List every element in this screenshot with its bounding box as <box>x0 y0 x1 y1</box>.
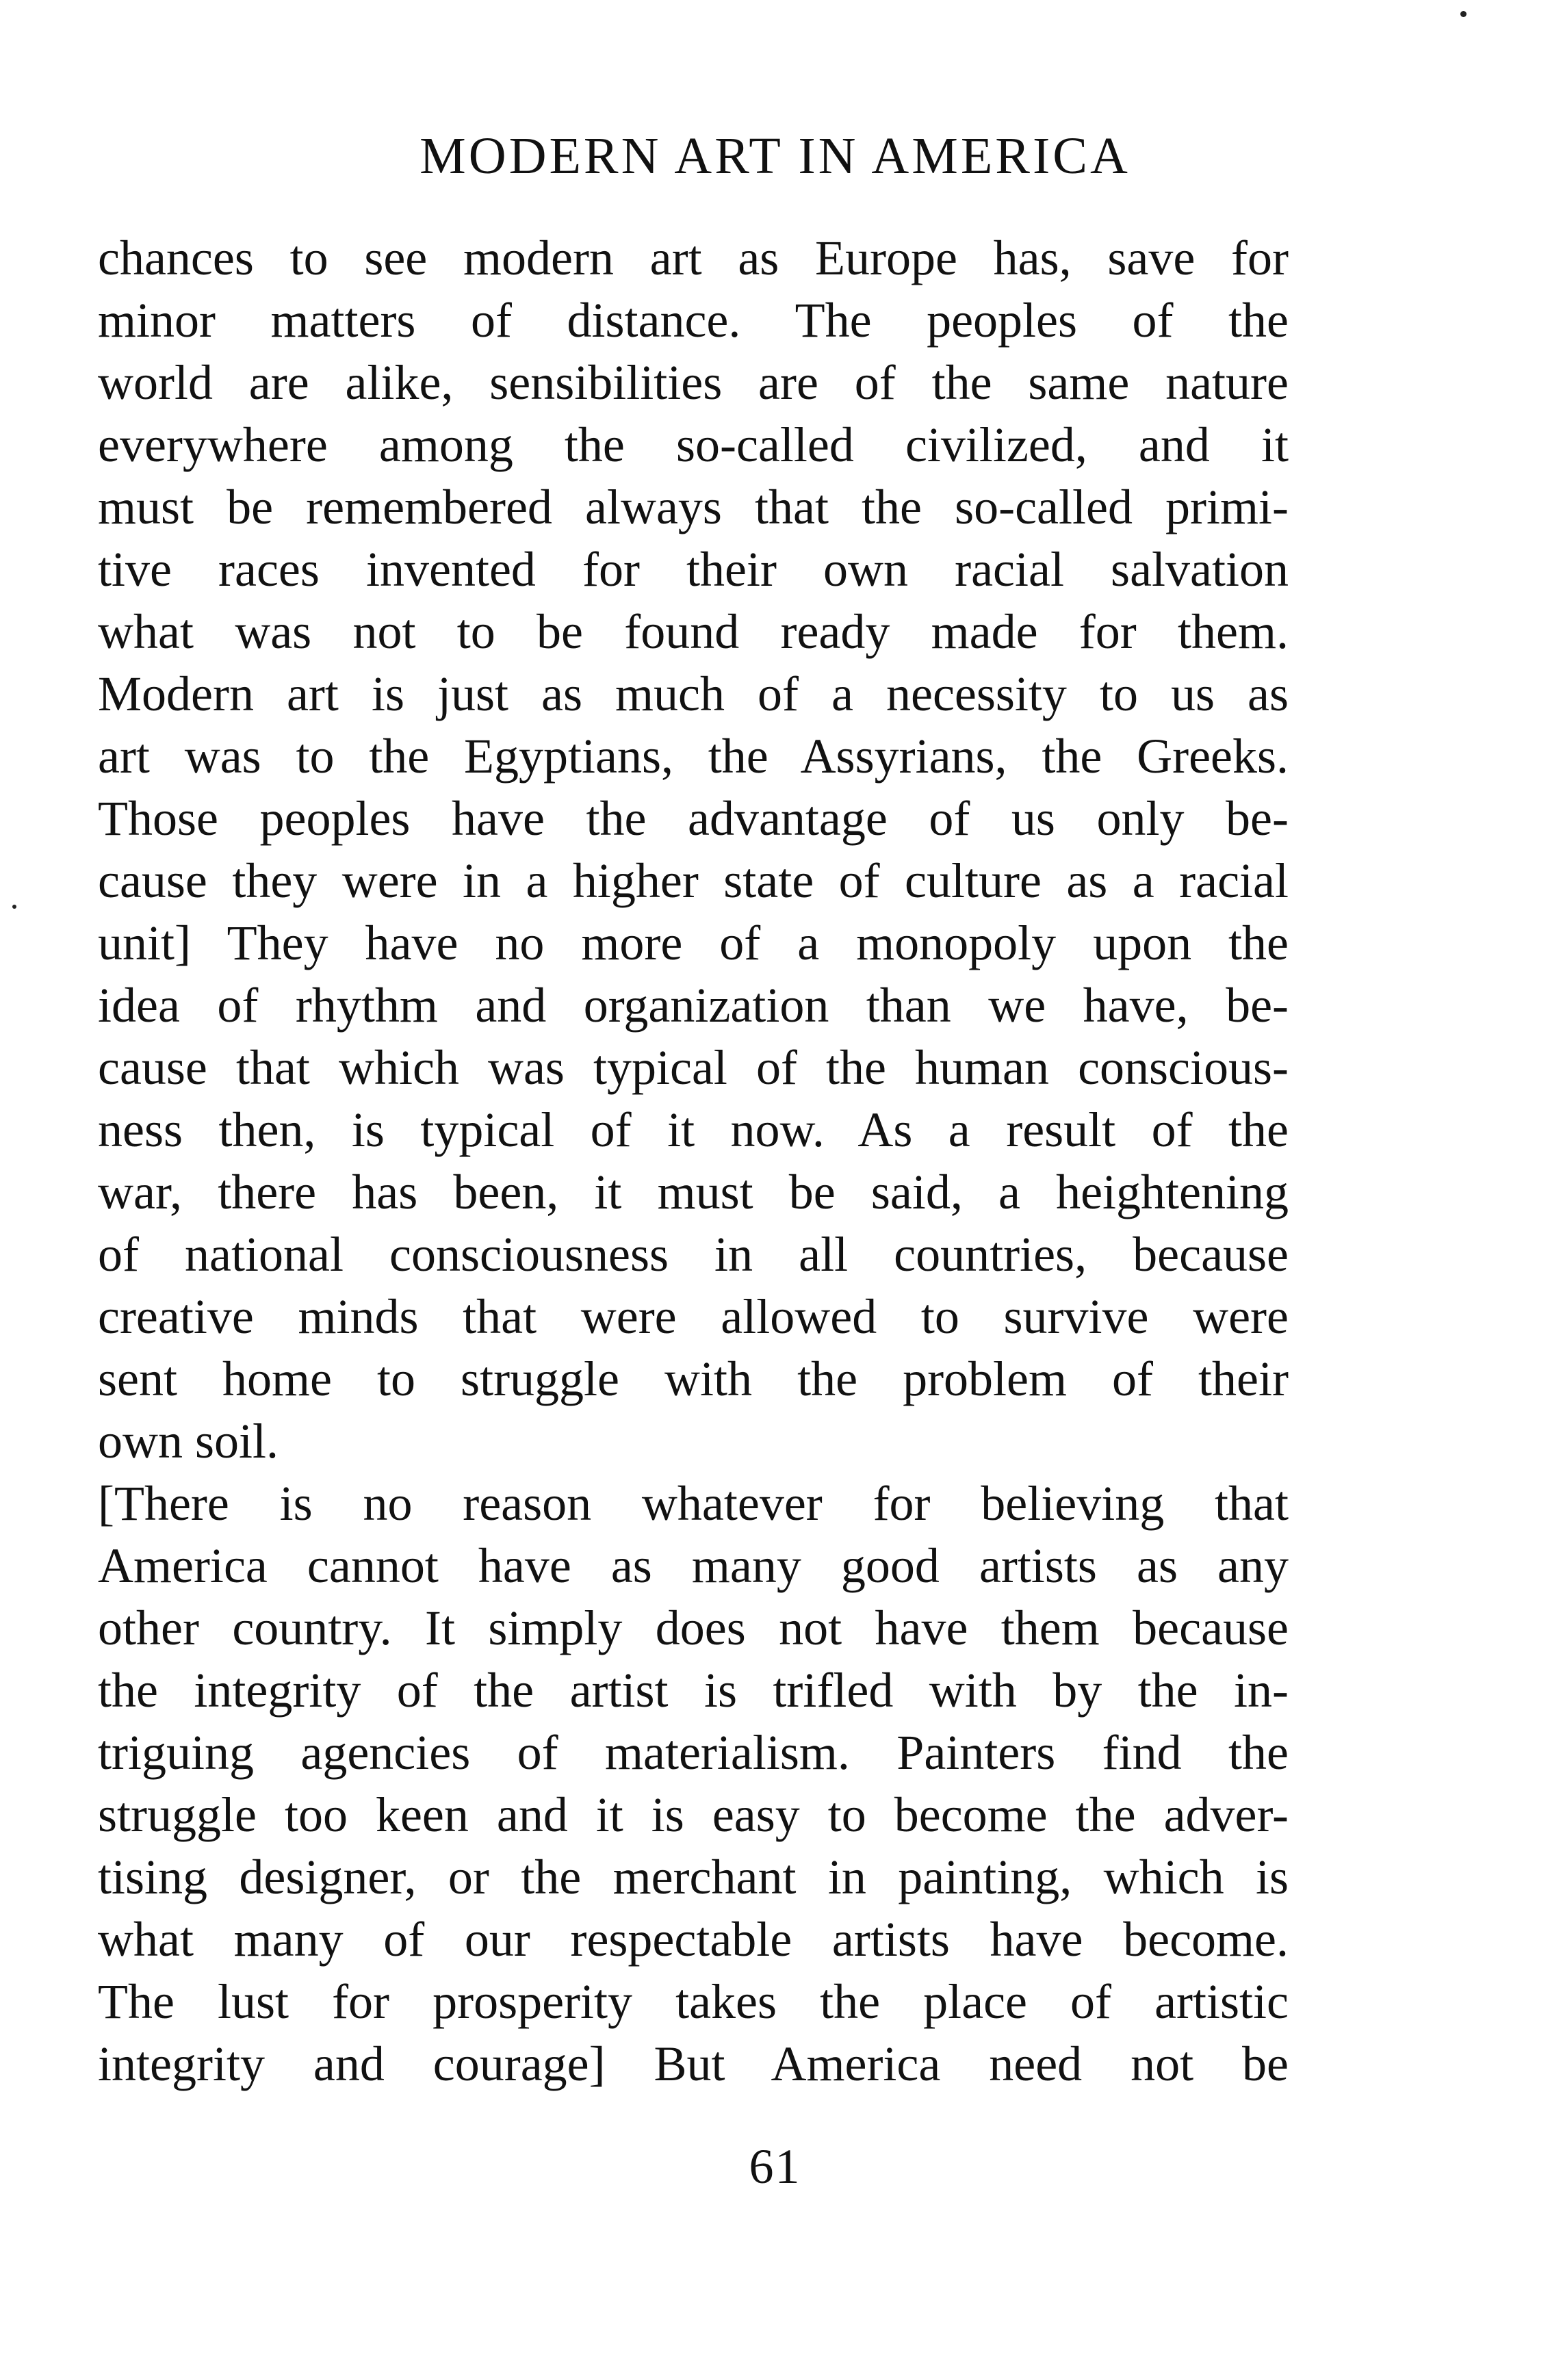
text-line: world are alike, sensibilities are of the same nature <box>98 355 1289 410</box>
text-line: chances to see modern art as Europe has, save for <box>98 231 1289 285</box>
text-line: own soil. <box>98 1414 279 1469</box>
text-line: ness then, is typical of it now. As a result of the <box>98 1102 1289 1157</box>
text-line: cause they were in a higher state of culture as a racial <box>98 853 1289 908</box>
text-line: war, there has been, it must be said, a heightening <box>98 1165 1289 1219</box>
text-line: idea of rhythm and organization than we have, be- <box>98 978 1289 1033</box>
text-line: Those peoples have the advantage of us only be- <box>98 791 1289 846</box>
text-line: everywhere among the so-called civilized, and it <box>98 417 1289 472</box>
text-line: America cannot have as many good artists as any <box>98 1538 1289 1593</box>
text-line: integrity and courage] But America need not be <box>98 2036 1289 2091</box>
text-line: sent home to struggle with the problem of their <box>98 1351 1289 1406</box>
text-line: The lust for prosperity takes the place of artistic <box>98 1974 1289 2029</box>
speck-mark <box>1460 11 1467 17</box>
text-line: creative minds that were allowed to survive were <box>98 1289 1289 1344</box>
page-number: 61 <box>749 2139 801 2194</box>
text-line: triguing agencies of materialism. Painters find the <box>98 1725 1289 1780</box>
text-line: minor matters of distance. The peoples of the <box>98 293 1289 348</box>
text-line: Modern art is just as much of a necessity to us as <box>98 667 1289 721</box>
text-line: [There is no reason whatever for believing that <box>98 1476 1289 1531</box>
text-line: other country. It simply does not have them because <box>98 1601 1289 1655</box>
text-line: what was not to be found ready made for them. <box>98 604 1289 659</box>
text-line: the integrity of the artist is trifled with by the in- <box>98 1663 1289 1718</box>
text-line: unit] They have no more of a monopoly upon the <box>98 916 1289 970</box>
text-line: struggle too keen and it is easy to become the adver- <box>98 1787 1289 1842</box>
text-line: what many of our respectable artists have become. <box>98 1912 1289 1967</box>
running-title: MODERN ART IN AMERICA <box>419 127 1131 185</box>
text-line: tive races invented for their own racial salvation <box>98 542 1289 597</box>
speck-mark <box>12 905 16 909</box>
text-line: tising designer, or the merchant in painting, which is <box>98 1850 1289 1904</box>
text-line: cause that which was typical of the human conscious- <box>98 1040 1289 1095</box>
text-line: of national consciousness in all countries, because <box>98 1227 1289 1282</box>
body-text <box>98 227 1289 2095</box>
text-line: art was to the Egyptians, the Assyrians, the Greeks. <box>98 729 1289 784</box>
text-line: must be remembered always that the so-called primi- <box>98 480 1289 534</box>
